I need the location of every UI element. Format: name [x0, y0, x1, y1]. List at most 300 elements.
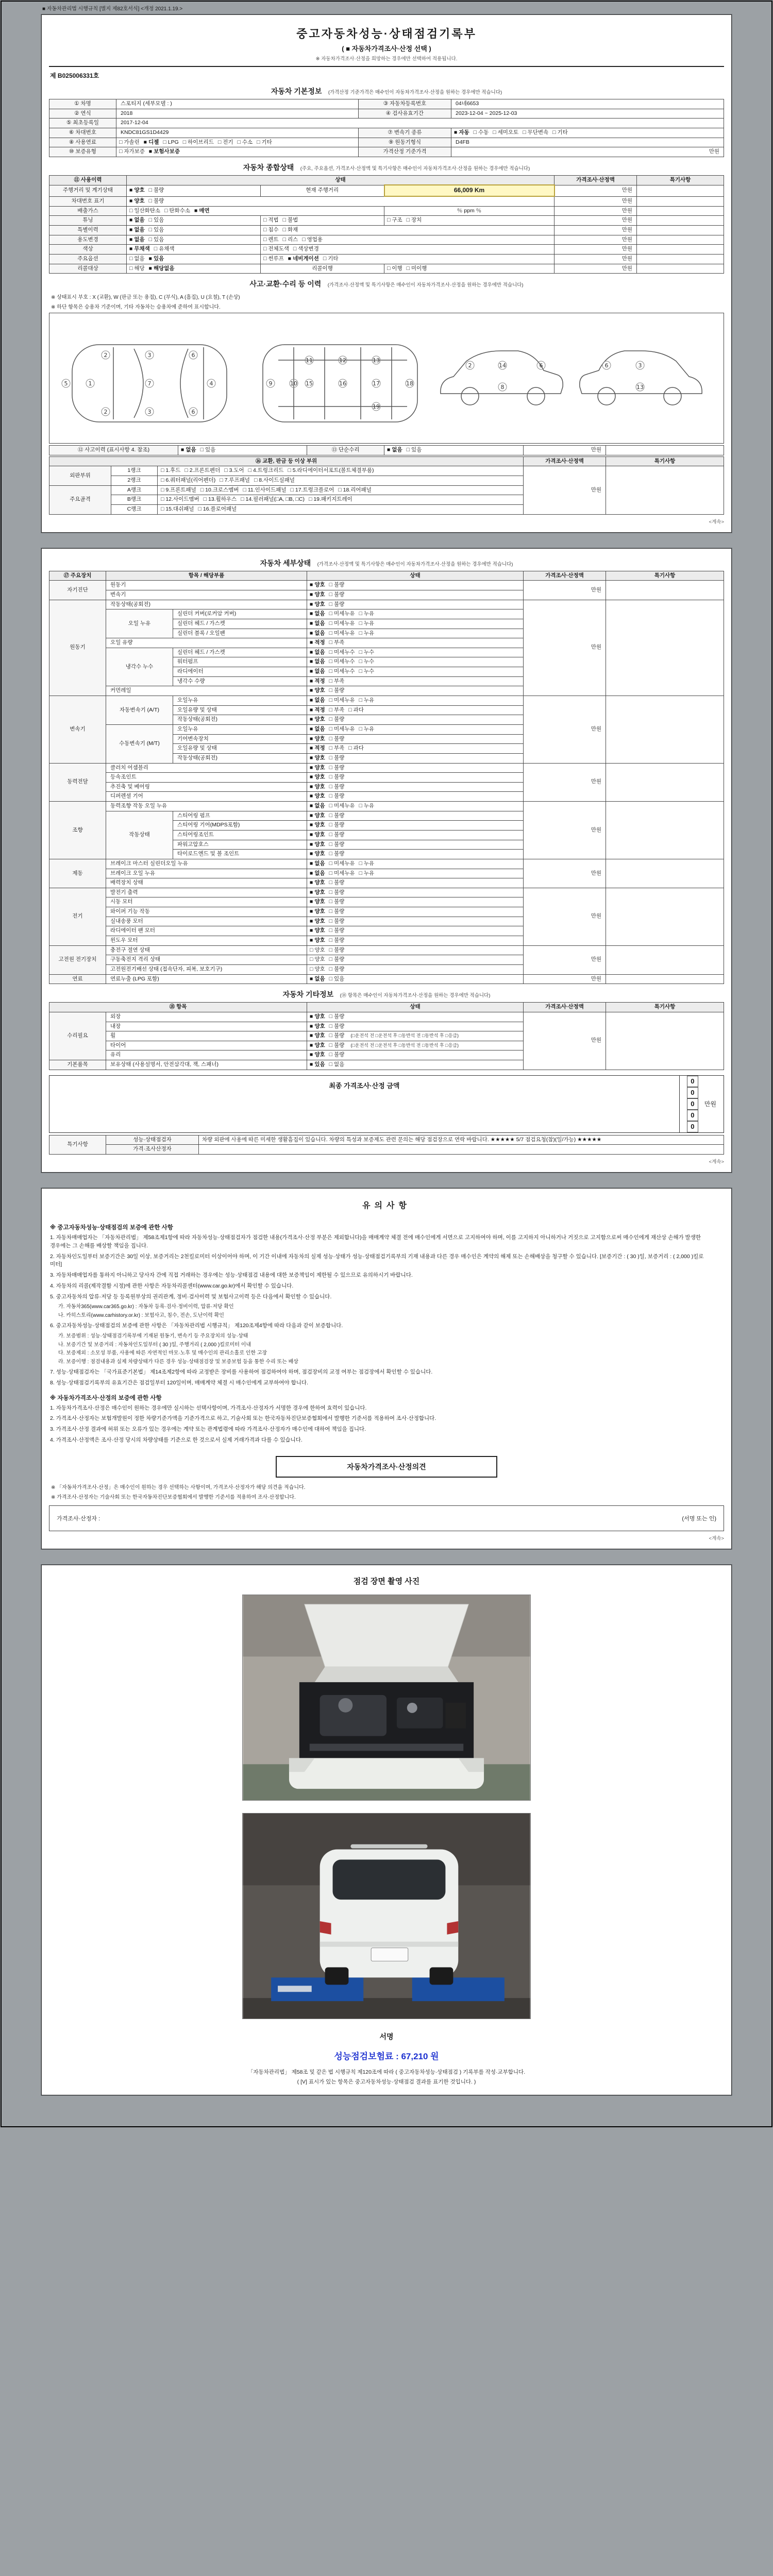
document-title: 중고자동차성능·상태점검기록부 [296, 27, 477, 40]
table-cell [261, 245, 554, 255]
checkbox-option[interactable] [329, 678, 345, 685]
checkbox-unchecked-icon: □ [329, 687, 332, 694]
checkbox-option[interactable] [310, 927, 325, 935]
checkbox-option[interactable] [310, 1013, 325, 1021]
checkbox-option[interactable] [263, 256, 284, 263]
checkbox-option[interactable] [310, 870, 325, 877]
checkbox-option[interactable] [302, 236, 323, 244]
checkbox-unchecked-icon: □ [263, 217, 267, 224]
table-cell [307, 792, 524, 802]
checkbox-option[interactable] [164, 208, 190, 215]
checkbox-option[interactable] [310, 1023, 325, 1030]
checkbox-checked-icon: ■ [310, 601, 313, 607]
table-cell [307, 715, 524, 725]
table-cell [606, 696, 724, 763]
checkbox-option[interactable] [310, 658, 325, 666]
checkbox-option[interactable] [348, 707, 364, 714]
checkbox-option[interactable] [329, 601, 345, 608]
table-cell: ⑫ 사고이력 (표시사항 4. 참조) [49, 446, 178, 455]
checkbox-option[interactable] [198, 506, 237, 513]
checkbox-option[interactable] [237, 139, 253, 146]
table-cell [307, 724, 524, 734]
table-cell: 변속기 [49, 696, 106, 763]
svg-text:12: 12 [339, 357, 346, 364]
checkbox-option[interactable] [329, 812, 345, 820]
checkbox-option[interactable] [474, 129, 489, 137]
checkbox-label: 썬루프 [268, 255, 284, 262]
table-cell: 작동상태(공회전) [173, 715, 307, 725]
table-row [49, 118, 724, 128]
checkbox-option[interactable] [200, 487, 239, 494]
checkbox-option[interactable] [161, 506, 194, 513]
checkbox-unchecked-icon: □ [329, 774, 332, 781]
checkbox-option[interactable] [149, 217, 164, 224]
checkbox-option[interactable] [310, 908, 325, 916]
checkbox-option[interactable] [329, 668, 355, 675]
checkbox-option[interactable] [263, 236, 279, 244]
section-title: 사고·교환·수리 등 이력 [249, 280, 322, 289]
checkbox-option[interactable] [359, 870, 375, 877]
checkbox-option[interactable] [329, 658, 355, 666]
table-cell [307, 1041, 524, 1050]
checkbox-option[interactable] [224, 467, 244, 474]
checkbox-option[interactable] [329, 687, 345, 694]
checkbox-option[interactable] [310, 765, 325, 772]
checkbox-option[interactable] [310, 784, 325, 791]
checkbox-option[interactable] [387, 217, 402, 224]
checkbox-option[interactable] [310, 803, 325, 810]
checkbox-unchecked-icon: □ [282, 236, 286, 243]
checkbox-option[interactable] [129, 236, 145, 244]
checkbox-option[interactable] [329, 736, 345, 743]
checkbox-checked-icon: ■ [310, 620, 313, 626]
table-cell: 윈도우 모터 [106, 936, 307, 946]
checkbox-option[interactable] [310, 755, 325, 762]
checkbox-label: 양호 [134, 187, 145, 194]
checkbox-option[interactable] [359, 611, 375, 618]
checkbox-option[interactable] [154, 246, 175, 253]
table-cell: 만원 [524, 581, 606, 600]
checkbox-option[interactable] [359, 630, 375, 637]
option-extra-text: (□운전석 전 □운전석 후 □동반석 전 □동반석 후 □응급) [350, 1042, 459, 1048]
checkbox-option[interactable] [329, 803, 355, 810]
checkbox-option[interactable] [329, 639, 345, 647]
table-cell: 만원 [554, 185, 637, 196]
table-cell: 2023-12-04 ~ 2025-12-03 [451, 109, 724, 118]
checkbox-label: 양호 [314, 735, 325, 742]
price-digit[interactable]: 0 [687, 1076, 698, 1087]
checkbox-unchecked-icon: □ [359, 860, 362, 867]
checkbox-unchecked-icon: □ [329, 946, 332, 953]
checkbox-option[interactable] [329, 966, 345, 973]
checkbox-option[interactable] [241, 496, 305, 503]
checkbox-option[interactable] [243, 487, 286, 494]
table-cell [158, 505, 524, 515]
checkbox-option[interactable] [338, 487, 372, 494]
checkbox-checked-icon: ■ [143, 139, 147, 145]
checkbox-option[interactable] [359, 726, 375, 733]
checkbox-option[interactable] [310, 956, 325, 963]
checkbox-option[interactable] [329, 745, 345, 752]
checkbox-label: 미세누유 [333, 725, 355, 732]
checkbox-option[interactable] [359, 860, 375, 868]
checkbox-option[interactable] [359, 658, 375, 666]
table-cell: D4FB [451, 138, 724, 147]
checkbox-unchecked-icon: □ [329, 582, 332, 588]
checkbox-option[interactable] [149, 236, 164, 244]
checkbox-option[interactable] [329, 860, 355, 868]
checkbox-option[interactable] [310, 611, 325, 618]
notice-item: 나. 보증기간 및 보증거리 : 자동차인도일부터 ( 30 )일, 주행거리 ( 2,000 )킬로미터 이내 [58, 1342, 251, 1348]
checkbox-option[interactable] [329, 697, 355, 704]
notice-item: 3. 자동차매매업자를 통하지 아니하고 당사자 간에 직접 거래하는 경우에는 성능·상태점검 내용에 대한 보증책임이 제한될 수 있으므로 유의하시기 바랍니다. [50, 1272, 413, 1278]
checkbox-option[interactable] [200, 447, 216, 454]
checkbox-option[interactable] [310, 851, 325, 858]
table-cell: 오일 유량 [106, 638, 307, 648]
checkbox-option[interactable] [283, 227, 298, 234]
notice-item: 7. 성능·상태점검자는 「국가표준기본법」 제14조제2항에 따라 교정받은 장비를 사용하여 점검하여야 하며, 점검장비의 교정 여부는 점검장에서 확인할 수 있습니다. [50, 1369, 433, 1375]
checkbox-option[interactable] [283, 217, 298, 224]
checkbox-option[interactable] [218, 139, 233, 146]
checkbox-option[interactable] [149, 227, 164, 234]
checkbox-option[interactable] [129, 208, 160, 215]
table-cell: 차량 외판에 사용에 따른 미세한 생활흠집이 있습니다. 차량의 특성과 보증제도 관련 문의는 해당 점검장으로 연락 바랍니다. ★★★★★ 5/7 점검요청(참)(일/가능) ★★★★★ [199, 1135, 724, 1145]
checkbox-option[interactable] [407, 217, 422, 224]
checkbox-option[interactable] [329, 889, 345, 896]
checkbox-option[interactable] [163, 139, 178, 146]
digit-boxes [687, 1076, 698, 1132]
checkbox-option[interactable] [329, 793, 345, 800]
checkbox-option[interactable] [329, 956, 345, 963]
checkbox-option[interactable] [329, 1052, 345, 1059]
checkbox-option[interactable] [329, 1013, 345, 1021]
checkbox-option[interactable] [310, 630, 325, 637]
table-cell: 스티어링 펌프 [173, 811, 307, 821]
checkbox-option[interactable] [310, 860, 325, 868]
checkbox-option[interactable] [183, 139, 214, 146]
table-cell: 전기 [49, 888, 106, 945]
checkbox-option[interactable] [119, 148, 145, 156]
table-cell: 워터펌프 [173, 657, 307, 667]
checkbox-option[interactable] [329, 630, 355, 637]
checkbox-option[interactable] [310, 601, 325, 608]
table-cell [637, 245, 724, 255]
checkbox-checked-icon: ■ [387, 447, 391, 453]
checkbox-option[interactable] [129, 256, 145, 263]
checkbox-label: 12.사이드멤버 [165, 496, 199, 503]
table-cell [127, 196, 554, 206]
checkbox-option[interactable] [329, 611, 355, 618]
checkbox-option[interactable] [310, 899, 325, 906]
checkbox-option[interactable] [310, 726, 325, 733]
checkbox-option[interactable] [220, 477, 250, 484]
checkbox-option[interactable] [310, 822, 325, 829]
checkbox-option[interactable] [283, 236, 298, 244]
checkbox-option[interactable] [329, 908, 345, 916]
checkbox-option[interactable] [161, 477, 215, 484]
checkbox-label: 누유 [363, 697, 375, 704]
table-cell: C랭크 [111, 505, 158, 515]
continue-mark: <계속> [709, 1535, 724, 1541]
checkbox-option[interactable] [310, 793, 325, 800]
table-row [49, 128, 724, 138]
price-digit[interactable]: 0 [687, 1110, 698, 1121]
checkbox-option[interactable] [329, 649, 355, 656]
checkbox-option[interactable] [257, 139, 272, 146]
checkbox-option[interactable] [263, 217, 279, 224]
checkbox-option[interactable] [329, 755, 345, 762]
checkbox-option[interactable] [310, 649, 325, 656]
checkbox-option[interactable] [329, 726, 355, 733]
checkbox-checked-icon: ■ [310, 860, 313, 867]
table-cell: 동력조향 작동 오일 누유 [106, 802, 307, 811]
table-cell: 원동기 [106, 581, 307, 590]
checkbox-label: 기타 [261, 139, 272, 145]
checkbox-option[interactable] [149, 148, 180, 156]
checkbox-unchecked-icon: □ [329, 889, 332, 895]
checkbox-option[interactable] [329, 899, 345, 906]
table-cell: 외장 [106, 1012, 307, 1022]
checkbox-option[interactable] [254, 477, 295, 484]
checkbox-unchecked-icon: □ [359, 658, 362, 665]
checkbox-checked-icon: ■ [310, 899, 313, 905]
checkbox-option[interactable] [329, 927, 345, 935]
checkbox-option[interactable] [310, 1032, 325, 1040]
checkbox-option[interactable] [310, 889, 325, 896]
table-cell: 2018 [116, 109, 359, 118]
checkbox-option[interactable] [129, 198, 145, 205]
checkbox-option[interactable] [288, 467, 374, 474]
checkbox-option[interactable] [309, 496, 352, 503]
checkbox-option[interactable] [329, 832, 345, 839]
checkbox-option[interactable] [129, 217, 145, 224]
checkbox-label: 양호 [314, 841, 325, 848]
checkbox-option[interactable] [310, 918, 325, 925]
checkbox-option[interactable] [329, 1032, 345, 1040]
checkbox-option[interactable] [329, 784, 345, 791]
inspector-opinion-table [49, 1135, 724, 1155]
price-digit[interactable]: 0 [687, 1087, 698, 1098]
checkbox-option[interactable] [149, 265, 175, 273]
checkbox-option[interactable] [329, 1042, 345, 1049]
checkbox-label: 양호 [314, 1042, 325, 1048]
checkbox-label: 양호 [314, 899, 325, 905]
checkbox-option[interactable] [129, 227, 145, 234]
svg-text:2: 2 [104, 352, 108, 359]
checkbox-option[interactable] [329, 937, 345, 944]
checkbox-option[interactable] [329, 976, 345, 983]
checkbox-option[interactable] [329, 870, 355, 877]
checkbox-option[interactable] [323, 256, 339, 263]
checkbox-option[interactable] [329, 591, 345, 599]
checkbox-option[interactable] [161, 487, 196, 494]
checkbox-option[interactable] [454, 129, 469, 137]
checkbox-option[interactable] [149, 187, 164, 194]
table-cell: KNDC81GS1D4429 [116, 128, 359, 138]
checkbox-option[interactable] [387, 447, 402, 454]
checkbox-checked-icon: ■ [310, 918, 313, 924]
table-cell: 용도변경 [49, 235, 127, 245]
checkbox-option[interactable] [310, 591, 325, 599]
checkbox-option[interactable] [310, 697, 325, 704]
checkbox-option[interactable] [329, 716, 345, 723]
checkbox-label: 부족 [333, 706, 345, 713]
checkbox-option[interactable] [310, 841, 325, 849]
table-cell [384, 446, 524, 455]
table-cell [261, 226, 554, 235]
checkbox-option[interactable] [329, 707, 345, 714]
checkbox-checked-icon: ■ [310, 937, 313, 944]
checkbox-unchecked-icon: □ [329, 706, 332, 713]
table-cell: 발전기 출력 [106, 888, 307, 897]
table-cell: ③ 자동차등록번호 [359, 99, 451, 109]
checkbox-option[interactable] [288, 256, 319, 263]
checkbox-label: 양호 [314, 937, 325, 944]
checkbox-option[interactable] [119, 139, 140, 146]
checkbox-option[interactable] [359, 697, 375, 704]
table-cell [127, 235, 261, 245]
checkbox-option[interactable] [263, 246, 289, 253]
checkbox-option[interactable] [329, 841, 345, 849]
checkbox-checked-icon: ■ [194, 207, 198, 214]
table-cell: 배력장치 상태 [106, 878, 307, 888]
checkbox-option[interactable] [310, 668, 325, 675]
table-cell: 가격·조사산정자 [106, 1145, 199, 1155]
checkbox-option[interactable] [359, 620, 375, 628]
checkbox-option[interactable] [184, 467, 220, 474]
checkbox-unchecked-icon: □ [129, 265, 133, 272]
checkbox-option[interactable] [310, 1052, 325, 1059]
checkbox-option[interactable] [329, 582, 345, 589]
checkbox-option[interactable] [348, 745, 364, 752]
checkbox-option[interactable] [144, 139, 159, 146]
checkbox-option[interactable] [310, 774, 325, 781]
checkbox-option[interactable] [161, 467, 180, 474]
checkbox-option[interactable] [181, 447, 196, 454]
table-cell: 기본품목 [49, 1060, 106, 1070]
price-digit[interactable]: 0 [687, 1098, 698, 1110]
checkbox-option[interactable] [129, 187, 145, 194]
checkbox-option[interactable] [310, 1042, 325, 1049]
checkbox-option[interactable] [149, 256, 164, 263]
price-digit[interactable]: 0 [687, 1121, 698, 1132]
checkbox-label: 불량 [333, 793, 345, 800]
checkbox-option[interactable] [310, 947, 325, 954]
checkbox-option[interactable] [194, 208, 210, 215]
checkbox-unchecked-icon: □ [329, 658, 332, 665]
checkbox-option[interactable] [310, 639, 325, 647]
checkbox-option[interactable] [310, 966, 325, 973]
checkbox-option[interactable] [291, 487, 334, 494]
checkbox-option[interactable] [329, 947, 345, 954]
checkbox-option[interactable] [310, 716, 325, 723]
checkbox-option[interactable] [329, 774, 345, 781]
checkbox-option[interactable] [329, 765, 345, 772]
accident-history-body [49, 446, 724, 455]
checkbox-option[interactable] [310, 736, 325, 743]
checkbox-option[interactable] [204, 496, 237, 503]
checkbox-option[interactable] [407, 447, 422, 454]
checkbox-option[interactable] [161, 496, 199, 503]
checkbox-unchecked-icon: □ [406, 217, 410, 224]
svg-text:7: 7 [147, 380, 152, 387]
checkbox-label: 11.인사이드패널 [247, 486, 287, 493]
checkbox-option[interactable] [149, 198, 164, 205]
checkbox-label: 없음 [314, 725, 325, 732]
checkbox-unchecked-icon: □ [329, 764, 332, 771]
checkbox-option[interactable] [387, 265, 402, 273]
checkbox-option[interactable] [310, 812, 325, 820]
checkbox-option[interactable] [329, 918, 345, 925]
checkbox-option[interactable] [407, 265, 427, 273]
table-cell [307, 974, 524, 984]
table-cell: 커먼레일 [106, 686, 307, 696]
section-header-basic [49, 82, 724, 99]
checkbox-option[interactable] [310, 832, 325, 839]
checkbox-option[interactable] [359, 668, 375, 675]
checkbox-option[interactable] [523, 129, 548, 137]
svg-text:6: 6 [191, 409, 195, 416]
checkbox-label: 색상변경 [298, 246, 319, 252]
section-title: 자동차 기타정보 [282, 990, 334, 999]
checkbox-option[interactable] [329, 1023, 345, 1030]
checkbox-unchecked-icon: □ [329, 601, 332, 607]
table-cell: 만원 [524, 446, 606, 455]
checkbox-checked-icon: ■ [310, 975, 313, 982]
checkbox-option[interactable] [263, 227, 279, 234]
svg-text:2: 2 [104, 409, 108, 416]
checkbox-option[interactable] [310, 687, 325, 694]
table-cell: 오일 누유 [106, 609, 173, 638]
notice-item: 나. 카히스토리(www.carhistory.or.kr) : 보험사고, 침수, 전손, 도난이력 확인 [58, 1312, 224, 1318]
damage-diagram [49, 313, 724, 444]
checkbox-option[interactable] [248, 467, 284, 474]
checkbox-label: 양호 [314, 908, 325, 915]
checkbox-unchecked-icon: □ [329, 927, 332, 934]
checkbox-option[interactable] [310, 976, 325, 983]
checkbox-label: 미세누유 [333, 870, 355, 876]
checkbox-option[interactable] [310, 620, 325, 628]
checkbox-option[interactable] [329, 1061, 345, 1069]
table-cell: 실내송풍 모터 [106, 917, 307, 926]
checkbox-option[interactable] [129, 246, 150, 253]
checkbox-label: 양호 [314, 687, 325, 694]
table-cell [261, 254, 554, 264]
checkbox-option[interactable] [329, 879, 345, 887]
checkbox-unchecked-icon: □ [241, 496, 244, 503]
checkbox-option[interactable] [359, 803, 375, 810]
checkbox-option[interactable] [310, 678, 325, 685]
checkbox-option[interactable] [329, 851, 345, 858]
checkbox-option[interactable] [329, 620, 355, 628]
checkbox-option[interactable] [129, 265, 145, 273]
checkbox-option[interactable] [493, 129, 518, 137]
checkbox-option[interactable] [552, 129, 568, 137]
checkbox-option[interactable] [310, 707, 325, 714]
table-cell [307, 782, 524, 792]
table-cell: ⑧ 사용연료 [49, 138, 116, 147]
checkbox-option[interactable] [310, 745, 325, 752]
checkbox-option[interactable] [310, 582, 325, 589]
checkbox-option[interactable] [310, 1061, 325, 1069]
checkbox-option[interactable] [359, 649, 375, 656]
checkbox-option[interactable] [310, 937, 325, 944]
checkbox-option[interactable] [310, 879, 325, 887]
checkbox-unchecked-icon: □ [359, 803, 362, 809]
checkbox-checked-icon: ■ [310, 716, 313, 723]
checkbox-option[interactable] [329, 822, 345, 829]
checkbox-option[interactable] [293, 246, 319, 253]
